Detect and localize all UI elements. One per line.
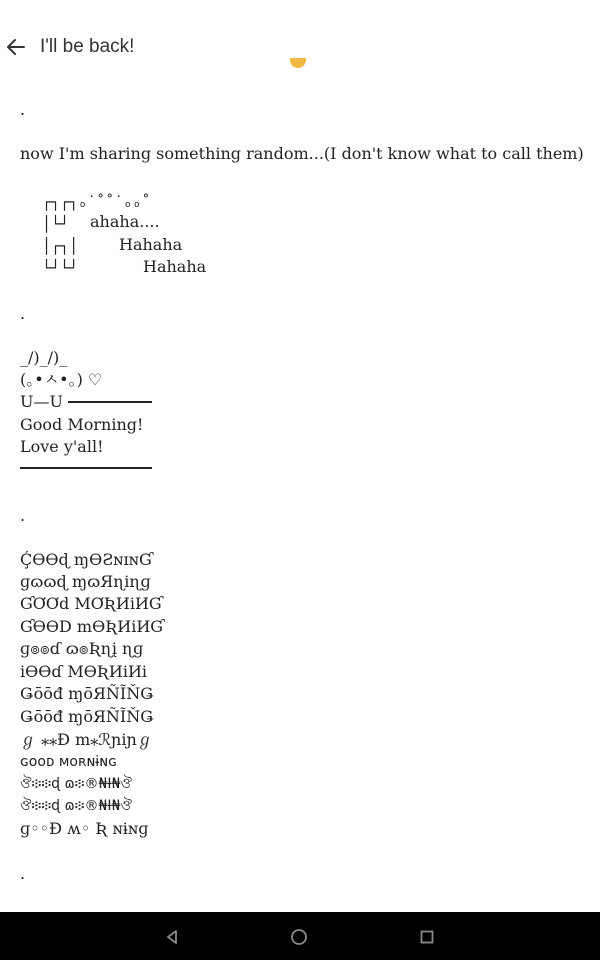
art-row-2-text: ahaha.... xyxy=(90,212,160,231)
bunny-line-top xyxy=(68,401,152,403)
font-variant-line: ℊ ⁎⁎Ɖ m⁎ℛɲiɲℊ xyxy=(20,730,153,749)
art-row-3: │┌┐│ xyxy=(42,237,79,255)
nav-recents-button[interactable] xyxy=(414,924,440,950)
font-variant-line: ƓƠƠd MƠƦИiИƓ xyxy=(20,594,162,613)
nav-home-button[interactable] xyxy=(286,924,312,950)
font-variant-line: Ǥōōđ ɱōЯÑĨŇǤ xyxy=(20,707,154,726)
bunny-love: Love y'all! xyxy=(20,437,104,456)
font-variant-line: iƟƟɗ MƟƦИiИi xyxy=(20,662,148,681)
font-variant-line: ɡ๏๏ɗ ɷ๏Ʀɳį ɳɡ xyxy=(20,639,144,658)
circle-home-icon xyxy=(290,928,308,946)
arrow-left-icon xyxy=(6,37,26,57)
triangle-back-icon xyxy=(164,929,180,945)
bunny-ears: _/)_/)_ xyxy=(20,348,68,367)
font-variant-line: Ǥōōđ ɱōЯÑĨŇǤ xyxy=(20,684,154,703)
font-variant-line: ƓƟƟD mƟƦИiИƓ xyxy=(20,617,164,636)
app-bar xyxy=(0,0,600,96)
sun-emoji-icon xyxy=(290,58,306,68)
font-variant-line: ɡ◦◦Ɖ ʍ◦ Ʀ ɴɨɴɡ xyxy=(20,819,149,838)
bunny-greeting: Good Morning! xyxy=(20,415,144,434)
art-row-4: └┘└┘ xyxy=(42,259,79,277)
bunny-body: U—U xyxy=(20,392,63,411)
separator-dot: . xyxy=(20,100,26,119)
separator-dot: . xyxy=(20,304,26,323)
art-row-1: ┌┐┌┐ₒ˙˚˚˙ₒₒ˚ xyxy=(42,193,151,211)
font-variant-line: ɢᴏᴏᴅ ᴍᴏʀɴɨɴɢ xyxy=(20,754,117,770)
separator-dot: . xyxy=(20,864,26,883)
font-variant-line: ঔ፨፨ɖ ɷ፨®₦Ɨ₦ঔ xyxy=(20,798,132,814)
intro-text: now I'm sharing something random...(I don't know what to call them) xyxy=(20,144,584,163)
font-variant-line: ঔ፨፨ɖ ɷ፨®₦Ɨ₦ঔ xyxy=(20,776,132,792)
bunny-line-bottom xyxy=(20,467,152,469)
font-variant-line: ɡɷɷɖ ɱɷЯɳiɳɡ xyxy=(20,572,151,591)
square-recents-icon xyxy=(419,929,435,945)
font-variant-line: ḈƟƟɖ ɱƟƧɴɪɴƓ xyxy=(20,550,152,569)
bunny-face: (｡•ㅅ•｡) ♡ xyxy=(20,370,103,389)
back-button[interactable] xyxy=(2,30,30,64)
clipped-previous-text xyxy=(180,58,480,78)
art-row-4-text: Hahaha xyxy=(143,257,207,276)
nav-back-button[interactable] xyxy=(159,924,185,950)
system-navigation-bar xyxy=(0,912,600,960)
art-row-2: │└┘ xyxy=(42,215,70,233)
art-row-3-text: Hahaha xyxy=(119,235,183,254)
separator-dot: . xyxy=(20,506,26,525)
page-title: I'll be back! xyxy=(40,36,135,57)
